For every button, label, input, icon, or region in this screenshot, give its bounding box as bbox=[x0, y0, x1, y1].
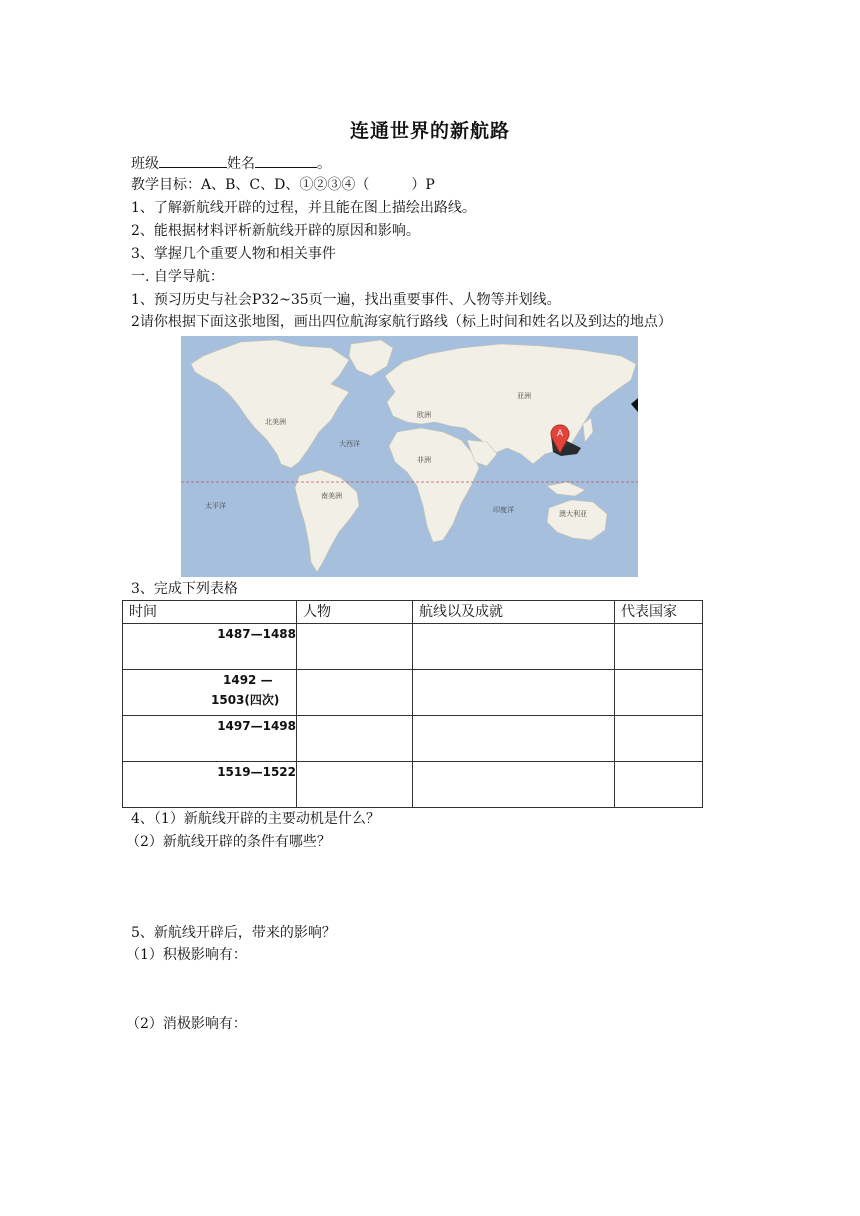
route-cell[interactable] bbox=[413, 624, 615, 670]
objective-3: 3、掌握几个重要人物和相关事件 bbox=[131, 246, 336, 262]
task-2: 2请你根据下面这张地图，画出四位航海家航行路线（标上时间和姓名以及到达的地点） bbox=[131, 314, 672, 330]
time-line-1: 1492 — bbox=[223, 673, 273, 687]
person-cell[interactable] bbox=[297, 670, 413, 716]
objective-1: 1、了解新航线开辟的过程，并且能在图上描绘出路线。 bbox=[131, 200, 476, 216]
header-person: 人物 bbox=[297, 601, 413, 624]
question-5-positive: （1）积极影响有： bbox=[126, 947, 247, 963]
task-3: 3、完成下列表格 bbox=[131, 581, 238, 597]
table-header-row bbox=[123, 601, 703, 624]
label-australia: 澳大利亚 bbox=[559, 510, 587, 518]
question-4-part-2: （2）新航线开辟的条件有哪些？ bbox=[126, 834, 331, 850]
marker-label: A bbox=[556, 428, 564, 438]
task-1: 1、预习历史与社会P32~35页一遍，找出重要事件、人物等并划线。 bbox=[131, 292, 561, 308]
name-label: 姓名 bbox=[227, 156, 255, 172]
label-indian-ocean: 印度洋 bbox=[493, 506, 514, 514]
question-5-negative: （2）消极影响有： bbox=[126, 1016, 247, 1032]
table-row bbox=[123, 670, 703, 716]
person-cell[interactable] bbox=[297, 624, 413, 670]
country-cell[interactable] bbox=[615, 762, 703, 808]
table-row bbox=[123, 716, 703, 762]
end-mark: 。 bbox=[317, 156, 331, 172]
label-south-america: 南美洲 bbox=[321, 492, 342, 500]
label-asia: 亚洲 bbox=[517, 392, 531, 400]
section-heading: 一. 自学导航： bbox=[131, 269, 224, 285]
country-cell[interactable] bbox=[615, 624, 703, 670]
header-route: 航线以及成就 bbox=[413, 601, 615, 624]
question-5: 5、新航线开辟后，带来的影响？ bbox=[131, 925, 336, 941]
country-cell[interactable] bbox=[615, 716, 703, 762]
time-cell: 1497—1498 bbox=[123, 716, 297, 762]
label-pacific: 太平洋 bbox=[205, 502, 226, 510]
label-atlantic: 大西洋 bbox=[339, 440, 360, 448]
time-cell: 1487—1488 bbox=[123, 624, 297, 670]
class-label: 班级 bbox=[131, 156, 159, 172]
label-africa: 非洲 bbox=[417, 456, 431, 464]
page-title: 连通世界的新航路 bbox=[349, 120, 510, 142]
header-country: 代表国家 bbox=[615, 601, 703, 624]
teaching-goals: 教学目标：A、B、C、D、①②③④（ ）P bbox=[131, 177, 435, 193]
label-north-america: 北美洲 bbox=[265, 418, 286, 426]
objective-2: 2、能根据材料评析新航线开辟的原因和影响。 bbox=[131, 223, 420, 239]
voyages-table bbox=[122, 600, 703, 808]
header-time: 时间 bbox=[123, 601, 297, 624]
person-cell[interactable] bbox=[297, 762, 413, 808]
table-row bbox=[123, 762, 703, 808]
country-cell[interactable] bbox=[615, 670, 703, 716]
class-name-line bbox=[131, 153, 331, 173]
class-blank[interactable] bbox=[159, 153, 227, 168]
time-cell bbox=[123, 670, 297, 716]
route-cell[interactable] bbox=[413, 716, 615, 762]
name-blank[interactable] bbox=[255, 153, 317, 168]
person-cell[interactable] bbox=[297, 716, 413, 762]
route-cell[interactable] bbox=[413, 762, 615, 808]
label-europe: 欧洲 bbox=[417, 411, 431, 419]
world-map bbox=[181, 336, 638, 577]
route-cell[interactable] bbox=[413, 670, 615, 716]
time-line-2: 1503(四次) bbox=[211, 693, 280, 707]
time-cell: 1519—1522 bbox=[123, 762, 297, 808]
question-4: 4、（1）新航线开辟的主要动机是什么？ bbox=[131, 811, 380, 827]
table-row bbox=[123, 624, 703, 670]
